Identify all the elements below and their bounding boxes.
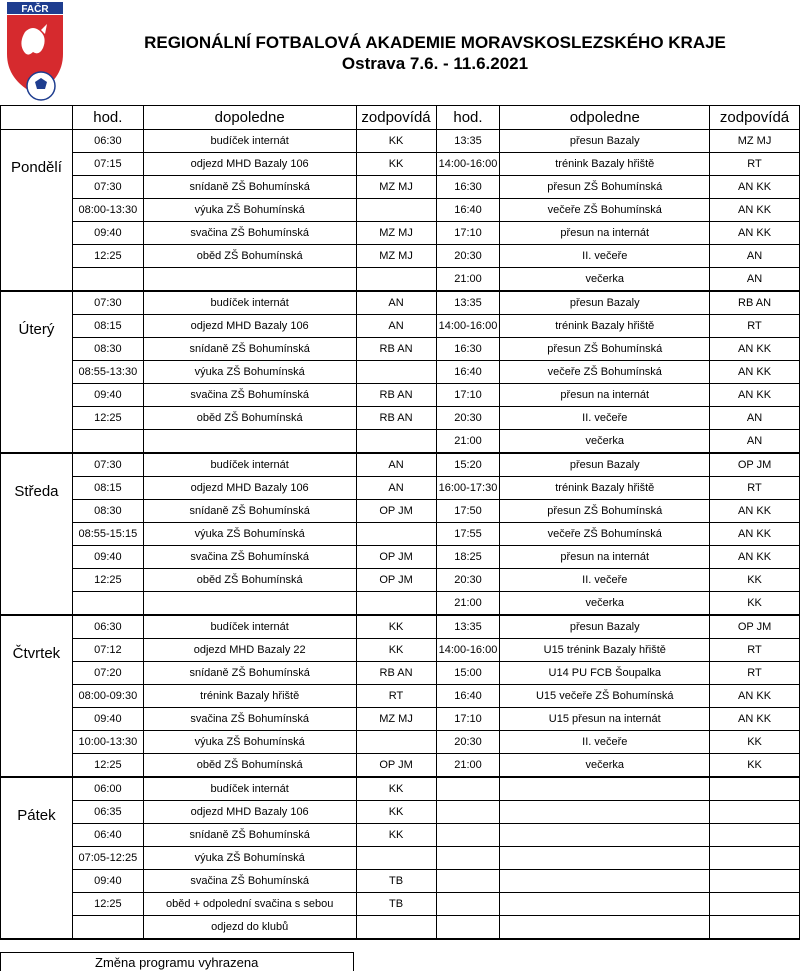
- responsible-pm: RT: [710, 662, 800, 685]
- page-subtitle: Ostrava 7.6. - 11.6.2021: [341, 54, 529, 73]
- time-pm: 21:00: [436, 592, 500, 616]
- table-row: [1, 662, 800, 685]
- table-row: [1, 824, 800, 847]
- table-row: [1, 291, 800, 315]
- activity-am: snídaně ZŠ Bohumínská: [143, 176, 356, 199]
- responsible-pm: RT: [710, 639, 800, 662]
- time-pm: [436, 870, 500, 893]
- activity-am: odjezd MHD Bazaly 106: [143, 315, 356, 338]
- responsible-pm: AN KK: [710, 222, 800, 245]
- time-pm: 16:00-17:30: [436, 477, 500, 500]
- time-pm: 16:40: [436, 199, 500, 222]
- responsible-am: TB: [356, 870, 436, 893]
- activity-pm: [500, 916, 710, 940]
- responsible-am: [356, 199, 436, 222]
- time-am: 08:55-15:15: [72, 523, 143, 546]
- responsible-pm: AN KK: [710, 199, 800, 222]
- time-pm: 15:20: [436, 453, 500, 477]
- time-pm: [436, 777, 500, 801]
- activity-pm: [500, 870, 710, 893]
- time-am: 07:12: [72, 639, 143, 662]
- activity-pm: přesun ZŠ Bohumínská: [500, 500, 710, 523]
- time-pm: 13:35: [436, 291, 500, 315]
- activity-am: trénink Bazaly hřiště: [143, 685, 356, 708]
- time-am: 07:05-12:25: [72, 847, 143, 870]
- time-am: 12:25: [72, 407, 143, 430]
- activity-am: [143, 592, 356, 616]
- responsible-am: [356, 592, 436, 616]
- time-am: [72, 592, 143, 616]
- table-row: [1, 592, 800, 616]
- table-row: [1, 500, 800, 523]
- activity-pm: večerka: [500, 754, 710, 778]
- time-am: 07:20: [72, 662, 143, 685]
- activity-am: [143, 430, 356, 454]
- table-row: [1, 893, 800, 916]
- time-am: 07:30: [72, 453, 143, 477]
- table-row: [1, 685, 800, 708]
- responsible-pm: AN KK: [710, 361, 800, 384]
- table-row: [1, 361, 800, 384]
- time-pm: 20:30: [436, 731, 500, 754]
- time-pm: 13:35: [436, 130, 500, 153]
- responsible-pm: AN KK: [710, 500, 800, 523]
- header-hour-pm: hod.: [436, 106, 500, 130]
- activity-pm: [500, 893, 710, 916]
- table-row: [1, 245, 800, 268]
- time-am: 09:40: [72, 384, 143, 407]
- responsible-pm: AN KK: [710, 708, 800, 731]
- responsible-pm: RT: [710, 477, 800, 500]
- table-row: [1, 847, 800, 870]
- responsible-pm: AN KK: [710, 384, 800, 407]
- time-am: 08:15: [72, 315, 143, 338]
- activity-am: oběd ZŠ Bohumínská: [143, 754, 356, 778]
- activity-pm: trénink Bazaly hřiště: [500, 315, 710, 338]
- responsible-am: RB AN: [356, 338, 436, 361]
- time-pm: 14:00-16:00: [436, 153, 500, 176]
- time-am: 09:40: [72, 222, 143, 245]
- activity-am: snídaně ZŠ Bohumínská: [143, 824, 356, 847]
- activity-am: odjezd MHD Bazaly 22: [143, 639, 356, 662]
- responsible-pm: AN KK: [710, 546, 800, 569]
- table-row: [1, 176, 800, 199]
- time-pm: 15:00: [436, 662, 500, 685]
- responsible-pm: RB AN: [710, 291, 800, 315]
- time-am: 06:00: [72, 777, 143, 801]
- responsible-pm: OP JM: [710, 615, 800, 639]
- responsible-am: KK: [356, 801, 436, 824]
- activity-pm: trénink Bazaly hřiště: [500, 153, 710, 176]
- responsible-am: [356, 731, 436, 754]
- table-row: [1, 407, 800, 430]
- responsible-am: [356, 916, 436, 940]
- header-row: [1, 106, 800, 130]
- activity-pm: [500, 777, 710, 801]
- responsible-am: TB: [356, 893, 436, 916]
- responsible-am: [356, 268, 436, 292]
- activity-pm: večerka: [500, 430, 710, 454]
- responsible-pm: [710, 847, 800, 870]
- responsible-pm: [710, 870, 800, 893]
- responsible-pm: RT: [710, 315, 800, 338]
- time-am: 06:30: [72, 615, 143, 639]
- activity-pm: večerka: [500, 592, 710, 616]
- time-am: 08:00-09:30: [72, 685, 143, 708]
- time-pm: 21:00: [436, 430, 500, 454]
- time-pm: 17:55: [436, 523, 500, 546]
- day-name: Středa: [1, 453, 73, 615]
- responsible-pm: [710, 893, 800, 916]
- facr-logo: [3, 2, 67, 104]
- time-pm: 13:35: [436, 615, 500, 639]
- activity-am: oběd ZŠ Bohumínská: [143, 407, 356, 430]
- activity-am: svačina ZŠ Bohumínská: [143, 870, 356, 893]
- activity-am: odjezd MHD Bazaly 106: [143, 153, 356, 176]
- table-row: [1, 222, 800, 245]
- responsible-am: AN: [356, 453, 436, 477]
- responsible-pm: OP JM: [710, 453, 800, 477]
- responsible-am: RB AN: [356, 407, 436, 430]
- table-row: [1, 731, 800, 754]
- time-pm: [436, 893, 500, 916]
- responsible-pm: KK: [710, 754, 800, 778]
- time-am: 09:40: [72, 546, 143, 569]
- time-am: [72, 268, 143, 292]
- responsible-pm: KK: [710, 569, 800, 592]
- time-pm: 16:30: [436, 176, 500, 199]
- activity-pm: přesun ZŠ Bohumínská: [500, 338, 710, 361]
- activity-am: svačina ZŠ Bohumínská: [143, 708, 356, 731]
- responsible-am: AN: [356, 315, 436, 338]
- time-pm: 20:30: [436, 407, 500, 430]
- table-row: [1, 477, 800, 500]
- responsible-am: RB AN: [356, 384, 436, 407]
- activity-am: svačina ZŠ Bohumínská: [143, 384, 356, 407]
- responsible-pm: [710, 801, 800, 824]
- responsible-pm: KK: [710, 592, 800, 616]
- table-row: [1, 338, 800, 361]
- header-responsible-am: zodpovídá: [356, 106, 436, 130]
- activity-pm: II. večeře: [500, 731, 710, 754]
- logo-text: FAČR: [21, 4, 49, 15]
- responsible-pm: AN KK: [710, 176, 800, 199]
- responsible-pm: AN: [710, 245, 800, 268]
- table-row: [1, 569, 800, 592]
- table-row: [1, 315, 800, 338]
- responsible-pm: [710, 824, 800, 847]
- header-responsible-pm: zodpovídá: [710, 106, 800, 130]
- day-name: Pondělí: [1, 130, 73, 292]
- responsible-pm: KK: [710, 731, 800, 754]
- time-pm: 14:00-16:00: [436, 639, 500, 662]
- header-blank: [1, 106, 73, 130]
- activity-pm: přesun na internát: [500, 384, 710, 407]
- day-name: Pátek: [1, 777, 73, 939]
- responsible-am: MZ MJ: [356, 708, 436, 731]
- day-name: Úterý: [1, 291, 73, 453]
- activity-am: snídaně ZŠ Bohumínská: [143, 662, 356, 685]
- responsible-am: [356, 847, 436, 870]
- time-am: 12:25: [72, 245, 143, 268]
- responsible-pm: AN KK: [710, 338, 800, 361]
- activity-pm: večeře ZŠ Bohumínská: [500, 523, 710, 546]
- table-row: [1, 384, 800, 407]
- activity-am: oběd ZŠ Bohumínská: [143, 245, 356, 268]
- activity-pm: U15 trénink Bazaly hřiště: [500, 639, 710, 662]
- time-am: 08:30: [72, 500, 143, 523]
- activity-pm: přesun Bazaly: [500, 615, 710, 639]
- responsible-am: [356, 430, 436, 454]
- time-pm: 21:00: [436, 754, 500, 778]
- activity-am: snídaně ZŠ Bohumínská: [143, 500, 356, 523]
- activity-pm: přesun na internát: [500, 546, 710, 569]
- responsible-am: OP JM: [356, 546, 436, 569]
- responsible-pm: AN: [710, 268, 800, 292]
- activity-am: svačina ZŠ Bohumínská: [143, 546, 356, 569]
- responsible-pm: [710, 777, 800, 801]
- header-morning: dopoledne: [143, 106, 356, 130]
- responsible-am: AN: [356, 477, 436, 500]
- table-row: [1, 430, 800, 454]
- time-pm: 16:30: [436, 338, 500, 361]
- activity-pm: [500, 801, 710, 824]
- activity-am: budíček internát: [143, 615, 356, 639]
- day-name: Čtvrtek: [1, 615, 73, 777]
- responsible-am: OP JM: [356, 500, 436, 523]
- time-am: 12:25: [72, 754, 143, 778]
- responsible-am: KK: [356, 777, 436, 801]
- table-row: [1, 130, 800, 153]
- activity-pm: večeře ZŠ Bohumínská: [500, 361, 710, 384]
- table-row: [1, 546, 800, 569]
- activity-am: oběd + odpolední svačina s sebou: [143, 893, 356, 916]
- program-change-note: Změna programu vyhrazena: [0, 952, 354, 971]
- activity-am: výuka ZŠ Bohumínská: [143, 731, 356, 754]
- activity-am: budíček internát: [143, 130, 356, 153]
- time-pm: [436, 847, 500, 870]
- time-pm: 17:10: [436, 222, 500, 245]
- activity-am: výuka ZŠ Bohumínská: [143, 361, 356, 384]
- activity-pm: U14 PU FCB Šoupalka: [500, 662, 710, 685]
- time-am: 07:15: [72, 153, 143, 176]
- time-pm: 21:00: [436, 268, 500, 292]
- responsible-pm: AN: [710, 407, 800, 430]
- activity-am: [143, 268, 356, 292]
- time-pm: 14:00-16:00: [436, 315, 500, 338]
- responsible-am: [356, 361, 436, 384]
- activity-pm: přesun Bazaly: [500, 453, 710, 477]
- table-row: [1, 916, 800, 940]
- time-am: 08:00-13:30: [72, 199, 143, 222]
- header-hour-am: hod.: [72, 106, 143, 130]
- responsible-am: MZ MJ: [356, 245, 436, 268]
- responsible-am: RT: [356, 685, 436, 708]
- page-title: REGIONÁLNÍ FOTBALOVÁ AKADEMIE MORAVSKOSLEZSKÉHO KRAJE: [144, 33, 726, 52]
- activity-am: svačina ZŠ Bohumínská: [143, 222, 356, 245]
- header-afternoon: odpoledne: [500, 106, 710, 130]
- activity-am: výuka ZŠ Bohumínská: [143, 523, 356, 546]
- activity-am: odjezd MHD Bazaly 106: [143, 801, 356, 824]
- responsible-am: KK: [356, 130, 436, 153]
- table-row: [1, 870, 800, 893]
- table-row: [1, 777, 800, 801]
- responsible-am: RB AN: [356, 662, 436, 685]
- schedule-table: [0, 105, 800, 940]
- time-am: 06:40: [72, 824, 143, 847]
- time-pm: 16:40: [436, 685, 500, 708]
- time-am: 07:30: [72, 291, 143, 315]
- time-pm: [436, 824, 500, 847]
- responsible-am: OP JM: [356, 754, 436, 778]
- activity-pm: přesun Bazaly: [500, 130, 710, 153]
- responsible-am: KK: [356, 639, 436, 662]
- activity-pm: U15 večeře ZŠ Bohumínská: [500, 685, 710, 708]
- responsible-pm: MZ MJ: [710, 130, 800, 153]
- time-am: 07:30: [72, 176, 143, 199]
- activity-pm: přesun Bazaly: [500, 291, 710, 315]
- time-pm: 18:25: [436, 546, 500, 569]
- responsible-am: MZ MJ: [356, 176, 436, 199]
- activity-am: budíček internát: [143, 453, 356, 477]
- time-pm: 17:10: [436, 384, 500, 407]
- time-am: 06:30: [72, 130, 143, 153]
- responsible-pm: AN KK: [710, 523, 800, 546]
- responsible-am: OP JM: [356, 569, 436, 592]
- table-row: [1, 615, 800, 639]
- time-am: 09:40: [72, 708, 143, 731]
- table-row: [1, 199, 800, 222]
- responsible-am: KK: [356, 824, 436, 847]
- activity-pm: večeře ZŠ Bohumínská: [500, 199, 710, 222]
- responsible-am: KK: [356, 615, 436, 639]
- time-pm: 17:50: [436, 500, 500, 523]
- time-am: 12:25: [72, 569, 143, 592]
- responsible-am: AN: [356, 291, 436, 315]
- activity-pm: večerka: [500, 268, 710, 292]
- table-row: [1, 639, 800, 662]
- time-pm: 20:30: [436, 569, 500, 592]
- time-pm: 17:10: [436, 708, 500, 731]
- table-row: [1, 268, 800, 292]
- responsible-pm: RT: [710, 153, 800, 176]
- responsible-am: KK: [356, 153, 436, 176]
- table-row: [1, 153, 800, 176]
- table-row: [1, 801, 800, 824]
- time-am: 06:35: [72, 801, 143, 824]
- activity-pm: [500, 847, 710, 870]
- time-am: 10:00-13:30: [72, 731, 143, 754]
- activity-pm: II. večeře: [500, 569, 710, 592]
- time-am: [72, 430, 143, 454]
- time-am: 09:40: [72, 870, 143, 893]
- time-pm: [436, 801, 500, 824]
- activity-pm: přesun ZŠ Bohumínská: [500, 176, 710, 199]
- activity-am: budíček internát: [143, 291, 356, 315]
- time-am: 08:15: [72, 477, 143, 500]
- activity-am: výuka ZŠ Bohumínská: [143, 847, 356, 870]
- activity-am: budíček internát: [143, 777, 356, 801]
- activity-am: snídaně ZŠ Bohumínská: [143, 338, 356, 361]
- activity-pm: II. večeře: [500, 245, 710, 268]
- table-row: [1, 708, 800, 731]
- time-am: 12:25: [72, 893, 143, 916]
- time-am: [72, 916, 143, 940]
- table-row: [1, 523, 800, 546]
- activity-am: oběd ZŠ Bohumínská: [143, 569, 356, 592]
- activity-pm: trénink Bazaly hřiště: [500, 477, 710, 500]
- responsible-pm: AN KK: [710, 685, 800, 708]
- activity-pm: II. večeře: [500, 407, 710, 430]
- responsible-am: MZ MJ: [356, 222, 436, 245]
- activity-pm: přesun na internát: [500, 222, 710, 245]
- activity-pm: U15 přesun na internát: [500, 708, 710, 731]
- responsible-am: [356, 523, 436, 546]
- time-am: 08:30: [72, 338, 143, 361]
- activity-am: odjezd MHD Bazaly 106: [143, 477, 356, 500]
- table-row: [1, 754, 800, 778]
- activity-am: výuka ZŠ Bohumínská: [143, 199, 356, 222]
- time-pm: 16:40: [436, 361, 500, 384]
- table-row: [1, 453, 800, 477]
- responsible-pm: [710, 916, 800, 940]
- activity-pm: [500, 824, 710, 847]
- time-pm: 20:30: [436, 245, 500, 268]
- responsible-pm: AN: [710, 430, 800, 454]
- time-am: 08:55-13:30: [72, 361, 143, 384]
- time-pm: [436, 916, 500, 940]
- activity-am: odjezd do klubů: [143, 916, 356, 940]
